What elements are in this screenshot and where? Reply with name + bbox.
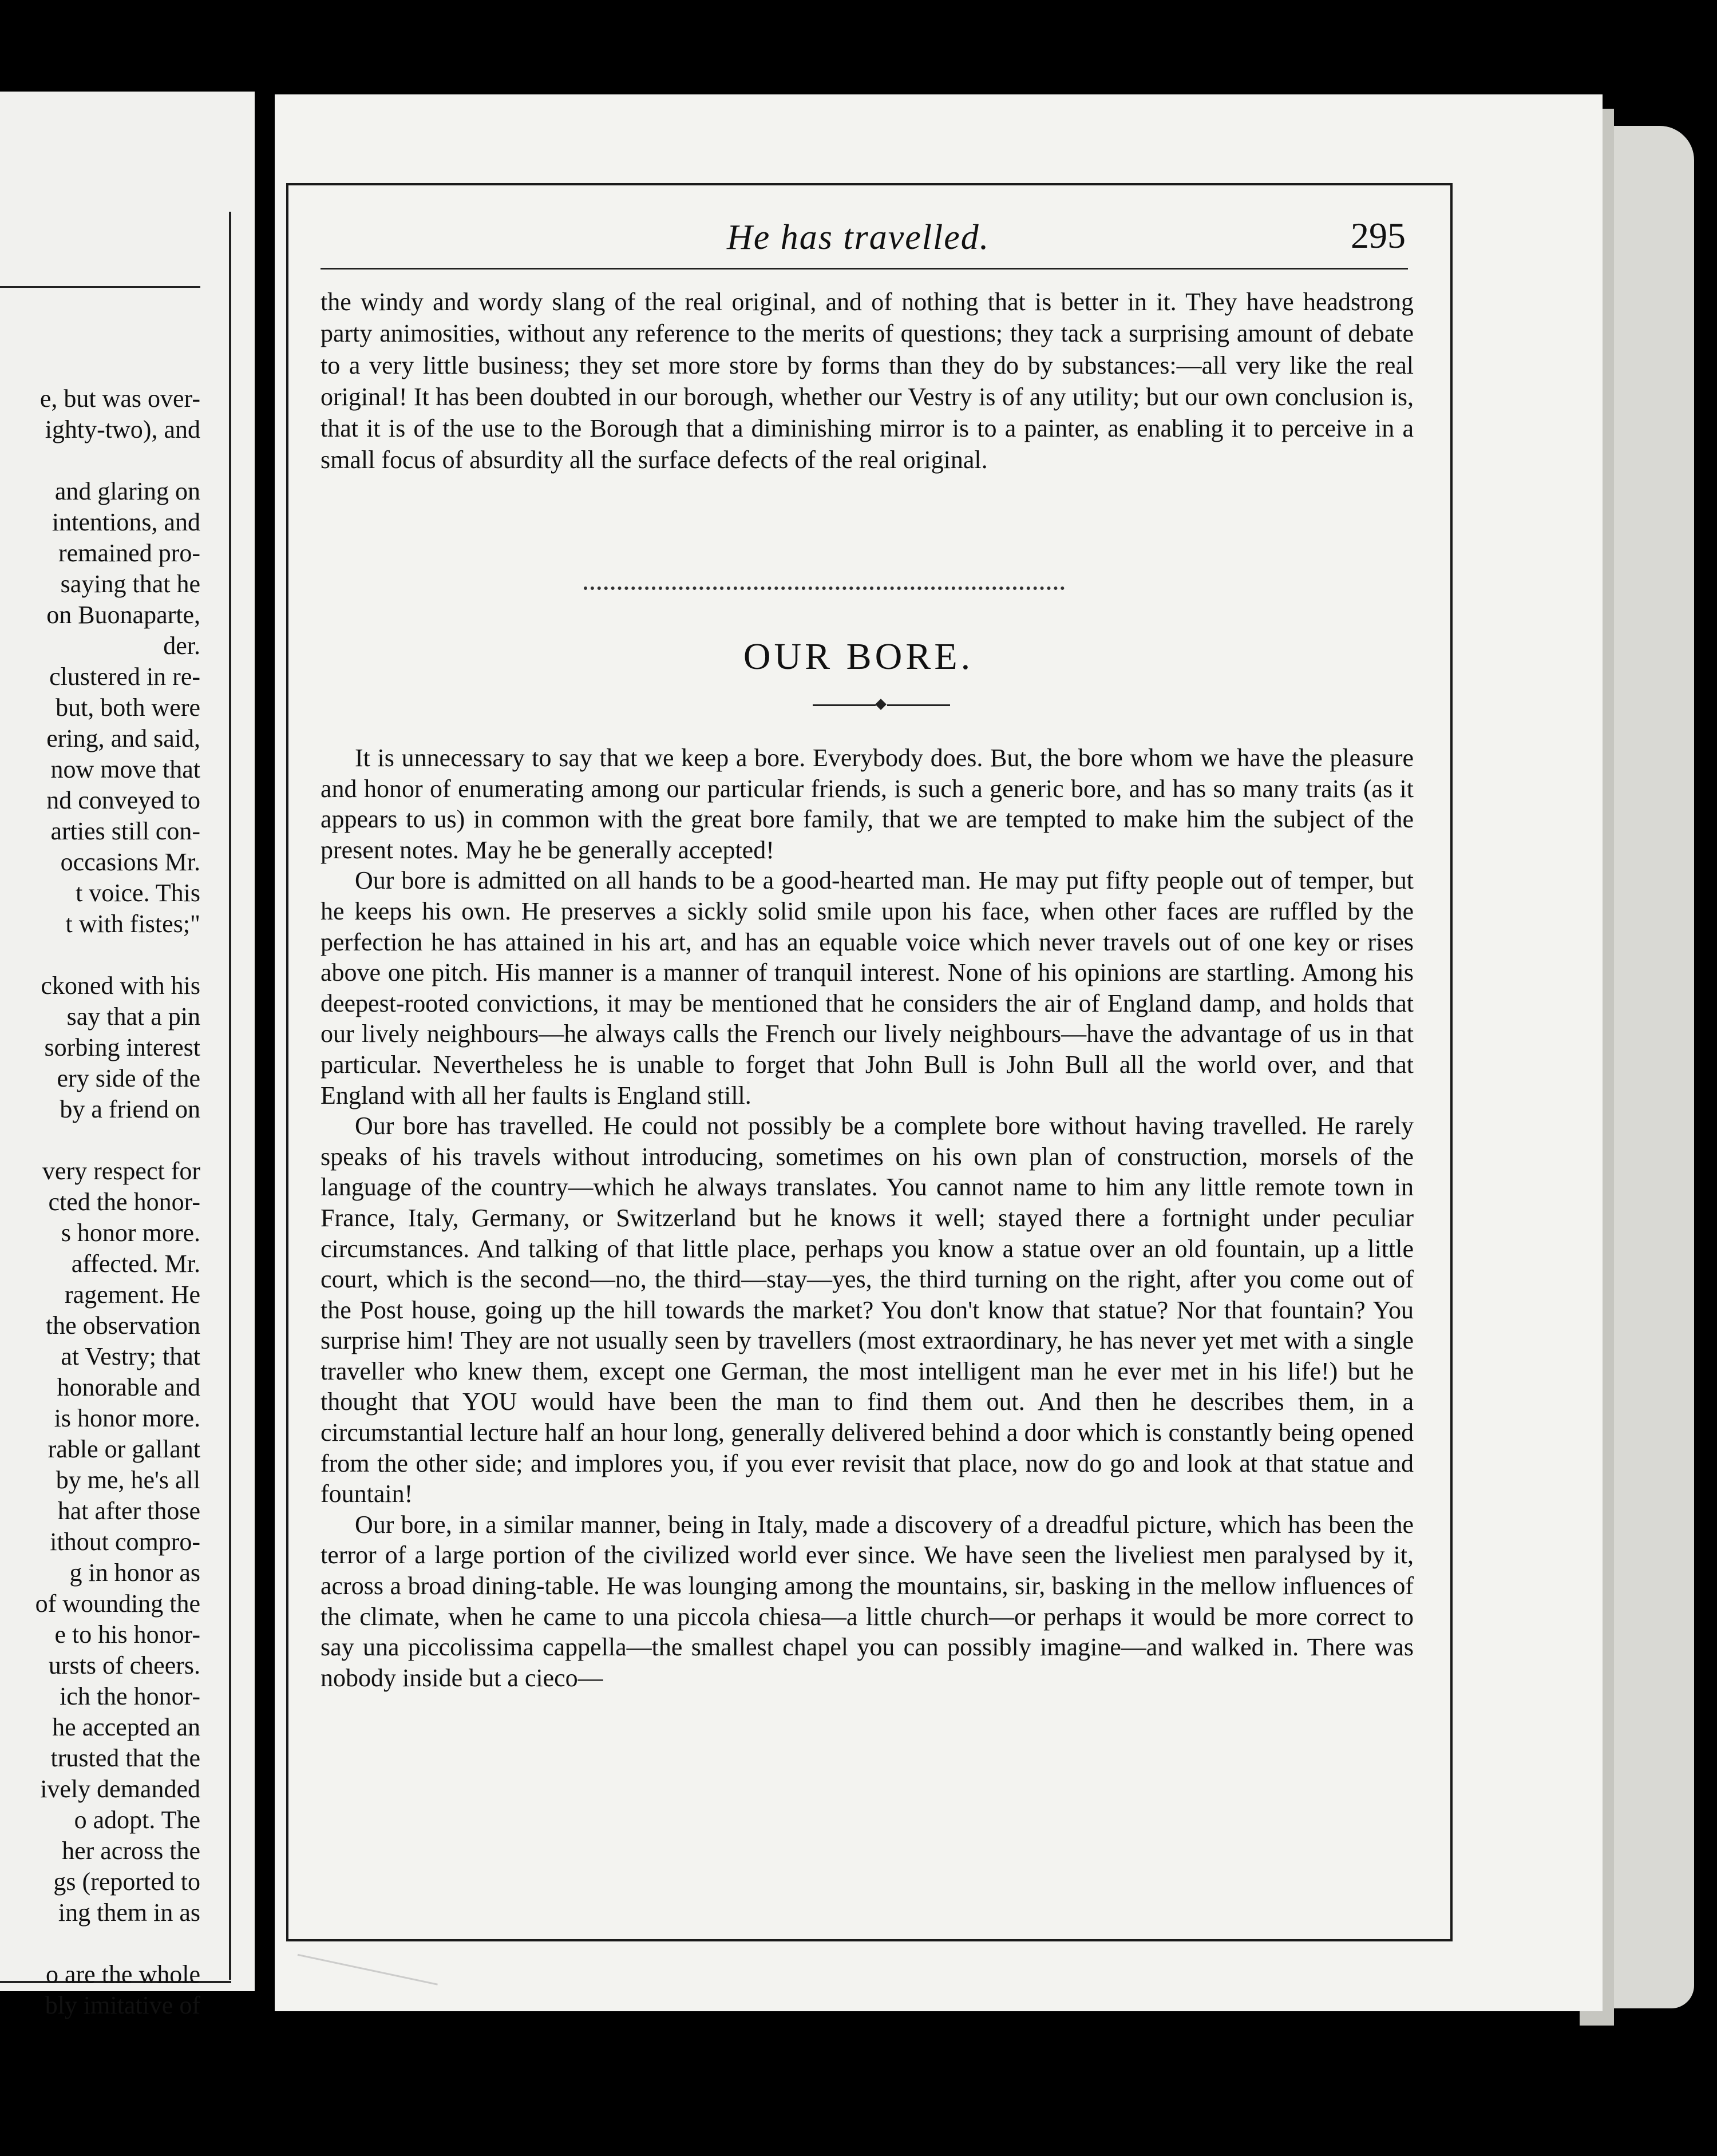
left-page-line [0, 940, 200, 970]
left-page-line: o adopt. The [74, 1806, 200, 1834]
essay-paragraph: Our bore has travelled. He could not possibly be a complete bore without having travelled. He rarely speaks of his travels without introducing, sometimes on his own plan of construction, morsels of the language of the country—which he always translates. You cannot name to him any little remote town in France, Italy, Germany, or Switzerland but he knows it well; stayed there a fortnight under peculiar circumstances. And talking of that little place, perhaps you know a statue over an old fountain, up a little court, which is the second—no, the third—stay—yes, the third turning on the right, after you come out of the Post house, going up the hill towards the market? You don't know that statue? Nor that fountain? You surprise him! They are not usually seen by travellers (most extraordinary, he has never yet met with a single traveller who knew them, except one German, the most intelligent man he ever met in his life!) but he thought that YOU would have been the man to find them out. And then he describes them, in a circumstantial lecture half an hour long, generally delivered behind a door which is constantly being opened from the other side; and implores you, if you ever revisit that place, now do go and look at that statue and fountain! [321, 1112, 1414, 1508]
left-page-line: ering, and said, [46, 724, 200, 752]
left-page-line: e to his honor- [54, 1620, 200, 1648]
essay-paragraph: It is unnecessary to say that we keep a bore. Everybody does. But, the bore whom we have the pleasure and honor of enumerating among our particular friends, is such a generic bore, and has so many traits (as it appears to us) in common with the great bore family, that we are tempted to make him the subject of the present notes. May he be generally accepted! [321, 744, 1414, 864]
left-page-line: nd conveyed to [46, 786, 200, 814]
left-page-line: he accepted an [52, 1713, 200, 1741]
left-page-text-column [0, 383, 200, 2021]
left-page-line: her across the [62, 1837, 200, 1865]
left-page-line: of wounding the [35, 1590, 200, 1618]
left-page-line: but, both were [56, 693, 200, 722]
header-rule [321, 268, 1408, 270]
intro-paragraph-block [321, 286, 1414, 476]
facing-page-left [0, 92, 255, 2019]
left-page-line: ery side of the [57, 1064, 200, 1092]
page-number: 295 [1351, 215, 1406, 256]
left-page-line: by a friend on [60, 1095, 200, 1123]
left-page-line: affected. Mr. [71, 1250, 200, 1278]
left-page-border [229, 212, 231, 1980]
left-page-line: clustered in re- [49, 663, 200, 691]
left-page-line: occasions Mr. [60, 848, 200, 876]
essay-paragraph: Our bore is admitted on all hands to be a good-hearted man. He may put fifty people out of temper, but he keeps his own. He preserves a sickly solid smile upon his face, when other faces are ruffled by the perfection he has attained in his art, and has an equable voice which never travels out of one key or rises above one pitch. His manner is a manner of tranquil interest. None of his opinions are startling. Among his deepest-rooted convictions, it may be mentioned that he considers the air of England damp, and holds that our lively neighbours—he always calls the French our lively neighbours—have the advantage of us in that particular. Nevertheless he is unable to forget that John Bull is John Bull all the world over, and that England with all her faults is England still. [321, 866, 1414, 1109]
left-page-line: t voice. This [76, 879, 200, 907]
intro-paragraph: the windy and wordy slang of the real original, and of nothing that is better in it. They have headstrong party animosities, without any reference to the merits of questions; they tack a surprising amount of debate to a very little business; they set more store by forms than they do by substances:—all very like the real original! It has been doubted in our borough, whether our Vestry is of any utility; but our own conclusion is, that it is of the use to the Borough that a diminishing mirror is to a painter, as enabling it to perceive in a small focus of absurdity all the surface defects of the real original. [321, 288, 1414, 474]
left-page-line: der. [163, 632, 200, 660]
dotted-separator [584, 586, 1065, 590]
left-page-line: ing them in as [58, 1899, 200, 1927]
left-page-line: remained pro- [58, 539, 200, 567]
left-page-line: cted the honor- [48, 1188, 200, 1216]
left-page-line: e, but was over- [39, 385, 200, 413]
left-page-line: the observation [45, 1311, 200, 1339]
left-page-line: ithout compro- [50, 1528, 200, 1556]
left-page-line: by me, he's all [56, 1466, 200, 1494]
section-title: OUR BORE. [743, 636, 974, 677]
left-page-line [0, 1125, 200, 1156]
left-page-line: at Vestry; that [61, 1342, 200, 1370]
left-page-line: very respect for [42, 1157, 200, 1185]
left-page-line: gs (reported to [53, 1868, 200, 1896]
left-page-line: trusted that the [50, 1744, 200, 1772]
left-page-line: ich the honor- [60, 1682, 200, 1710]
left-page-rule [0, 286, 200, 288]
left-page-line: o are the whole [46, 1960, 200, 1988]
left-page-line: saying that he [60, 570, 200, 598]
left-page-line: honorable and [57, 1373, 200, 1401]
left-page-line: s honor more. [61, 1219, 200, 1247]
left-page-line: rable or gallant [48, 1435, 200, 1463]
left-page-line: and glaring on [54, 477, 200, 505]
left-page-line: now move that [50, 755, 200, 783]
ornament-line-left [813, 704, 876, 706]
left-page-line: hat after those [57, 1497, 200, 1525]
left-page-line: ively demanded [40, 1775, 200, 1803]
title-ornament [813, 699, 950, 711]
left-page-line: g in honor as [69, 1559, 200, 1587]
ornament-line-right [887, 704, 950, 706]
left-page-line: ighty-two), and [45, 415, 200, 443]
running-head: He has travelled. [727, 218, 990, 257]
left-page-line [0, 445, 200, 476]
left-page-line: on Buonaparte, [46, 601, 200, 629]
left-page-line: t with fistes;" [65, 910, 200, 938]
essay-body [321, 743, 1414, 1693]
left-page-line: say that a pin [66, 1002, 200, 1031]
left-page-line: intentions, and [52, 508, 200, 536]
left-page-line: ckoned with his [41, 972, 200, 1000]
left-page-line: is honor more. [54, 1404, 200, 1432]
left-page-line [0, 1928, 200, 1959]
left-page-line: ursts of cheers. [48, 1651, 200, 1679]
left-page-line: ragement. He [65, 1281, 200, 1309]
left-page-line: sorbing interest [44, 1033, 200, 1061]
ornament-diamond-icon [875, 699, 887, 710]
left-page-line: arties still con- [50, 817, 200, 845]
left-page-line: bly imitative of [45, 1991, 200, 2019]
essay-paragraph: Our bore, in a similar manner, being in Italy, made a discovery of a dreadful picture, which has been the terror of a large portion of the civilized world ever since. We have seen the liveliest men paralysed by it, across a broad dining-table. He was lounging among the mountains, sir, basking in the mellow influences of the climate, when he came to una piccola chiesa—a little church—or perhaps it would be more correct to say una piccolissima cappella—the smallest chapel you can possibly imagine—and walked in. There was nobody inside but a cieco— [321, 1510, 1414, 1692]
